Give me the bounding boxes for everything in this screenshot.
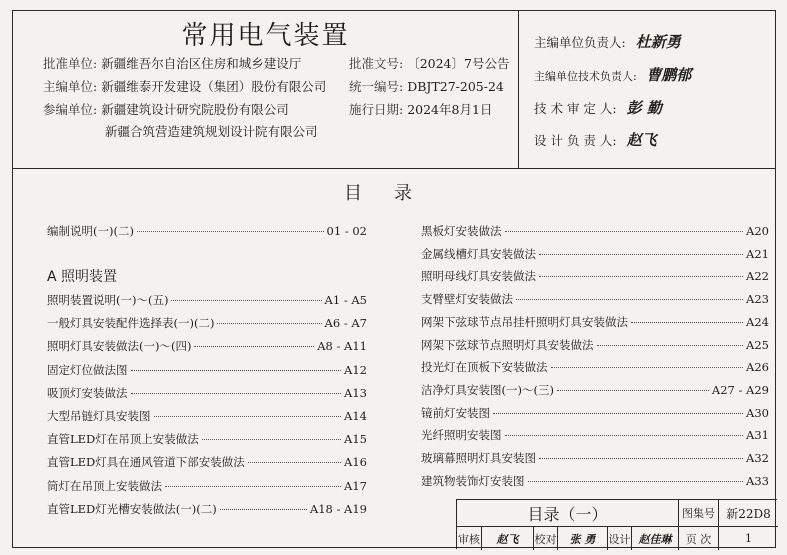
toc-item-page: A26 <box>746 360 769 375</box>
reviewer-row <box>534 97 662 118</box>
participating-unit-1: 新疆建筑设计研究院股份有限公司 <box>101 102 289 117</box>
toc-item-page: A17 <box>344 478 367 493</box>
toc-item-page: A12 <box>344 362 367 377</box>
toc-item-label: 吸顶灯安装做法 <box>47 385 128 400</box>
leader-dots <box>248 462 341 463</box>
leader-dots <box>516 299 743 300</box>
leader-dots <box>202 439 341 440</box>
approval-unit-value: 新疆维吾尔自治区住房和城乡建设厅 <box>101 56 302 71</box>
header <box>13 11 775 169</box>
toc-item-label: 照明装置说明(一)～(五) <box>47 293 169 307</box>
toc-title: 目录 <box>344 183 444 204</box>
leader-dots <box>131 370 342 371</box>
leader-dots <box>154 416 342 417</box>
toc-item-label: 编制说明(一)(二) <box>47 224 134 238</box>
designer-signature: 赵飞 <box>626 131 657 149</box>
leader-dots <box>539 254 743 255</box>
leader-dots <box>539 458 743 459</box>
toc-item[interactable] <box>421 450 769 466</box>
header-info <box>13 11 519 168</box>
toc-item-label: 投光灯在顶板下安装做法 <box>421 360 548 375</box>
page-number: 1 <box>718 526 778 550</box>
drawing-frame <box>12 10 776 548</box>
toc-item[interactable] <box>421 473 769 489</box>
leader-dots <box>631 322 743 323</box>
toc-item-label: 光纤照明安装图 <box>421 428 502 443</box>
leader-dots <box>131 393 342 394</box>
toc-item-page: A25 <box>746 337 769 352</box>
atlas-no-value: 新22D8 <box>718 500 778 526</box>
leader-dots <box>557 390 709 391</box>
toc-intro-item[interactable] <box>47 223 367 239</box>
chief-unit-label: 主编单位: <box>43 79 98 94</box>
toc-item-label: 镜前灯安装图 <box>421 405 490 420</box>
reviewer-signature: 彭 勤 <box>626 99 662 117</box>
leader-dots <box>505 435 744 436</box>
design-label: 设计 <box>607 526 631 550</box>
toc-item[interactable] <box>421 359 769 375</box>
toc-item-label: 黑板灯安装做法 <box>421 224 502 238</box>
page-title: 常用电气装置 <box>181 21 350 51</box>
toc-item-page: A23 <box>746 292 769 307</box>
effective-label: 施行日期: <box>349 102 404 117</box>
unified-no-label: 统一编号: <box>349 79 404 94</box>
toc-item[interactable] <box>47 431 367 447</box>
toc-item-label: 直管LED灯具在通风管道下部安装做法 <box>47 455 245 470</box>
toc-item-label: 一般灯具安装配件选择表(一)(二) <box>47 316 215 331</box>
toc-item[interactable] <box>421 268 769 284</box>
toc-item-label: 筒灯在吊顶上安装做法 <box>47 478 162 493</box>
toc-item-page: 01 - 02 <box>326 224 367 238</box>
approval-unit-label: 批准单位: <box>43 56 98 71</box>
toc-item-page: A18 - A19 <box>309 501 367 516</box>
chief-head-signature: 杜新勇 <box>635 33 681 51</box>
leader-dots <box>220 509 307 510</box>
leader-dots <box>137 231 324 232</box>
toc-item-label: 支臂壁灯安装做法 <box>421 292 513 307</box>
toc-item-page: A24 <box>746 314 769 329</box>
participating-label: 参编单位: <box>43 102 98 117</box>
responsibility-block <box>518 11 775 168</box>
toc-item[interactable] <box>421 291 769 307</box>
leader-dots <box>528 481 744 482</box>
unified-no-value: DBJT27-205-24 <box>407 79 504 94</box>
check-label: 校对 <box>533 526 557 550</box>
leader-dots <box>597 345 744 346</box>
toc-item[interactable] <box>421 246 769 262</box>
toc-item[interactable] <box>421 427 769 443</box>
leader-dots <box>165 486 341 487</box>
effective-date <box>349 100 492 118</box>
toc-item-page: A14 <box>344 409 367 423</box>
sheet-title: 目录（一） <box>527 504 608 524</box>
toc-item-page: A16 <box>344 455 367 470</box>
toc-item[interactable] <box>421 223 769 239</box>
review-label: 审核 <box>457 526 481 550</box>
leader-dots <box>551 367 744 368</box>
chief-unit <box>43 77 326 95</box>
toc-item[interactable] <box>47 478 367 494</box>
toc-item-page: A33 <box>746 473 769 488</box>
toc-item[interactable] <box>47 385 367 401</box>
chief-tech-label: 主编单位技术负责人: <box>534 70 637 83</box>
toc-item-label: 照明灯具安装做法(一)～(四) <box>47 339 192 354</box>
unified-number <box>349 77 504 95</box>
toc-item-label: 直管LED灯光槽安装做法(一)(二) <box>47 501 217 516</box>
approval-doc <box>349 54 509 72</box>
toc-item[interactable] <box>47 362 367 378</box>
page-label: 页 次 <box>678 526 718 550</box>
toc-item-page: A15 <box>344 432 367 447</box>
reviewer-label: 技 术 审 定 人: <box>534 101 617 116</box>
toc-item[interactable] <box>47 454 367 470</box>
toc-item[interactable] <box>421 382 769 398</box>
leader-dots <box>194 346 314 347</box>
chief-unit-value: 新疆维泰开发建设（集团）股份有限公司 <box>101 79 327 94</box>
toc-item-label: 照明母线灯具安装做法 <box>421 269 536 284</box>
leader-dots <box>493 413 743 414</box>
toc-item-page: A31 <box>746 428 769 443</box>
review-signature: 赵飞 <box>481 526 533 550</box>
toc-item[interactable] <box>47 292 367 308</box>
atlas-no-label: 图集号 <box>678 500 718 526</box>
check-signature: 张 勇 <box>557 526 607 550</box>
toc-item-page: A27 - A29 <box>711 382 769 397</box>
toc-item[interactable] <box>421 405 769 421</box>
toc-item[interactable] <box>47 338 367 354</box>
toc-item[interactable] <box>47 501 367 517</box>
leader-dots <box>171 300 321 301</box>
leader-dots <box>217 323 321 324</box>
toc-item-page: A8 - A11 <box>317 339 367 354</box>
toc-item-label: 洁净灯具安装图(一)～(三) <box>421 382 554 397</box>
toc-item-page: A6 - A7 <box>324 316 367 331</box>
section-a-heading: A 照明装置 <box>47 269 118 285</box>
toc-item-label: 玻璃幕照明灯具安装图 <box>421 451 536 465</box>
approval-doc-value: 〔2024〕7号公告 <box>407 56 510 71</box>
toc-item-page: A32 <box>746 451 769 465</box>
leader-dots <box>505 231 744 232</box>
leader-dots <box>539 276 743 277</box>
chief-tech-row <box>534 64 691 85</box>
chief-tech-signature: 曹鹏郁 <box>646 66 692 84</box>
designer-label: 设 计 负 责 人: <box>534 133 617 148</box>
toc-item-label: 固定灯位做法图 <box>47 362 128 377</box>
toc-item[interactable] <box>47 315 367 331</box>
effective-value: 2024年8月1日 <box>407 102 493 117</box>
toc-item-label: 直管LED灯在吊顶上安装做法 <box>47 432 199 447</box>
toc-item-label: 金属线槽灯具安装做法 <box>421 246 536 261</box>
toc-item-label: 网架下弦球节点吊挂杆照明灯具安装做法 <box>421 314 628 329</box>
toc-item[interactable] <box>47 408 367 424</box>
design-signature: 赵佳琳 <box>631 526 678 550</box>
toc-item-page: A22 <box>746 269 769 284</box>
approval-doc-label: 批准文号: <box>349 56 404 71</box>
approval-unit <box>43 54 301 72</box>
chief-head-label: 主编单位负责人: <box>534 35 626 50</box>
toc-item-label: 建筑物装饰灯安装图 <box>421 473 525 488</box>
toc-item-label: 网架下弦球节点照明灯具安装做法 <box>421 337 594 352</box>
participating-unit-2: 新疆合筑营造建筑规划设计院有限公司 <box>105 124 318 139</box>
toc-item-label: 大型吊链灯具安装图 <box>47 409 151 423</box>
chief-head-row <box>534 31 681 52</box>
participating-unit <box>43 100 289 118</box>
designer-row <box>534 129 657 150</box>
toc-item-page: A21 <box>746 246 769 261</box>
toc-item-page: A1 - A5 <box>324 293 367 307</box>
toc-item-page: A20 <box>746 224 769 238</box>
toc-item[interactable] <box>421 337 769 353</box>
title-block <box>456 499 777 549</box>
toc-item-page: A13 <box>344 385 367 400</box>
toc-item[interactable] <box>421 314 769 330</box>
toc-item-page: A30 <box>746 405 769 420</box>
